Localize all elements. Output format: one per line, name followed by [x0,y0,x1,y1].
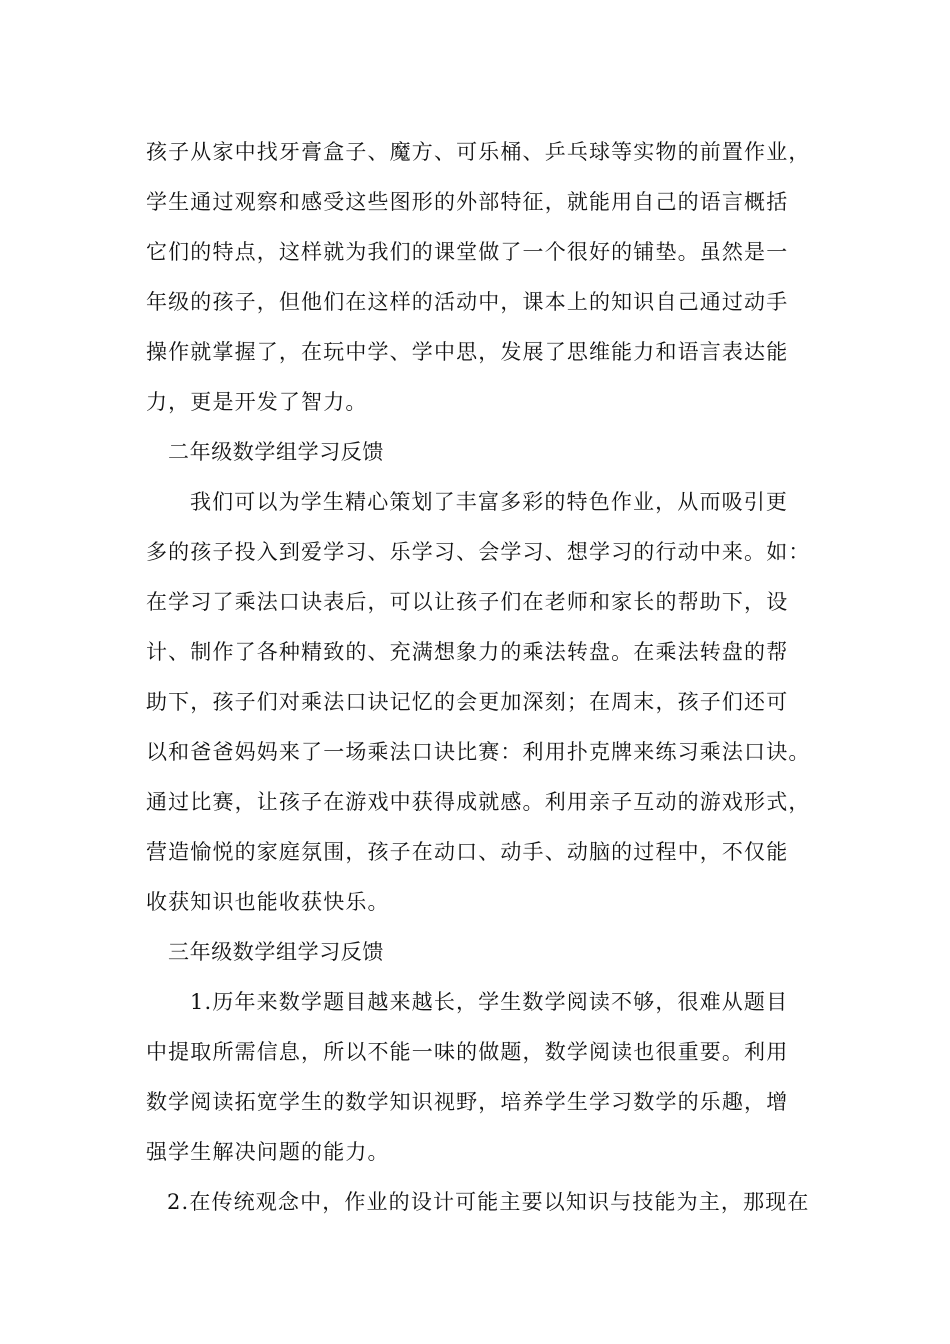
paragraph-line: 在学习了乘法口诀表后，可以让孩子们在老师和家长的帮助下，设 [146,590,789,614]
paragraph-line: 学生通过观察和感受这些图形的外部特征，就能用自己的语言概括 [146,190,789,214]
paragraph-line: 通过比赛，让孩子在游戏中获得成就感。利用亲子互动的游戏形式， [146,790,811,814]
paragraph-line: 年级的孩子，但他们在这样的活动中，课本上的知识自己通过动手 [146,290,789,314]
paragraph-line: 营造愉悦的家庭氛围，孩子在动口、动手、动脑的过程中，不仅能 [146,840,789,864]
paragraph-line: 力，更是开发了智力。 [146,390,368,414]
paragraph-line: 我们可以为学生精心策划了丰富多彩的特色作业，从而吸引更 [190,490,789,514]
section-heading-grade-3: 三年级数学组学习反馈 [168,940,384,964]
paragraph-line: 计、制作了各种精致的、充满想象力的乘法转盘。在乘法转盘的帮 [146,640,789,664]
paragraph-line: 多的孩子投入到爱学习、乐学习、会学习、想学习的行动中来。如： [146,540,811,564]
paragraph-line: 它们的特点，这样就为我们的课堂做了一个很好的铺垫。虽然是一 [146,240,789,264]
paragraph-line: 以和爸爸妈妈来了一场乘法口诀比赛：利用扑克牌来练习乘法口诀。 [146,740,811,764]
paragraph-line: 收获知识也能收获快乐。 [146,890,390,914]
section-heading-grade-2: 二年级数学组学习反馈 [168,440,384,464]
list-item-2-line: 2.在传统观念中，作业的设计可能主要以知识与技能为主，那现在 [167,1190,810,1214]
paragraph-line: 孩子从家中找牙膏盒子、魔方、可乐桶、乒乓球等实物的前置作业， [146,140,811,164]
paragraph-line: 助下，孩子们对乘法口诀记忆的会更加深刻；在周末，孩子们还可 [146,690,789,714]
list-item-1-line: 1.历年来数学题目越来越长，学生数学阅读不够，很难从题目 [190,990,789,1014]
paragraph-line: 数学阅读拓宽学生的数学知识视野，培养学生学习数学的乐趣，增 [146,1090,789,1114]
paragraph-line: 操作就掌握了，在玩中学、学中思，发展了思维能力和语言表达能 [146,340,789,364]
paragraph-line: 强学生解决问题的能力。 [146,1140,390,1164]
paragraph-line: 中提取所需信息，所以不能一味的做题，数学阅读也很重要。利用 [146,1040,789,1064]
